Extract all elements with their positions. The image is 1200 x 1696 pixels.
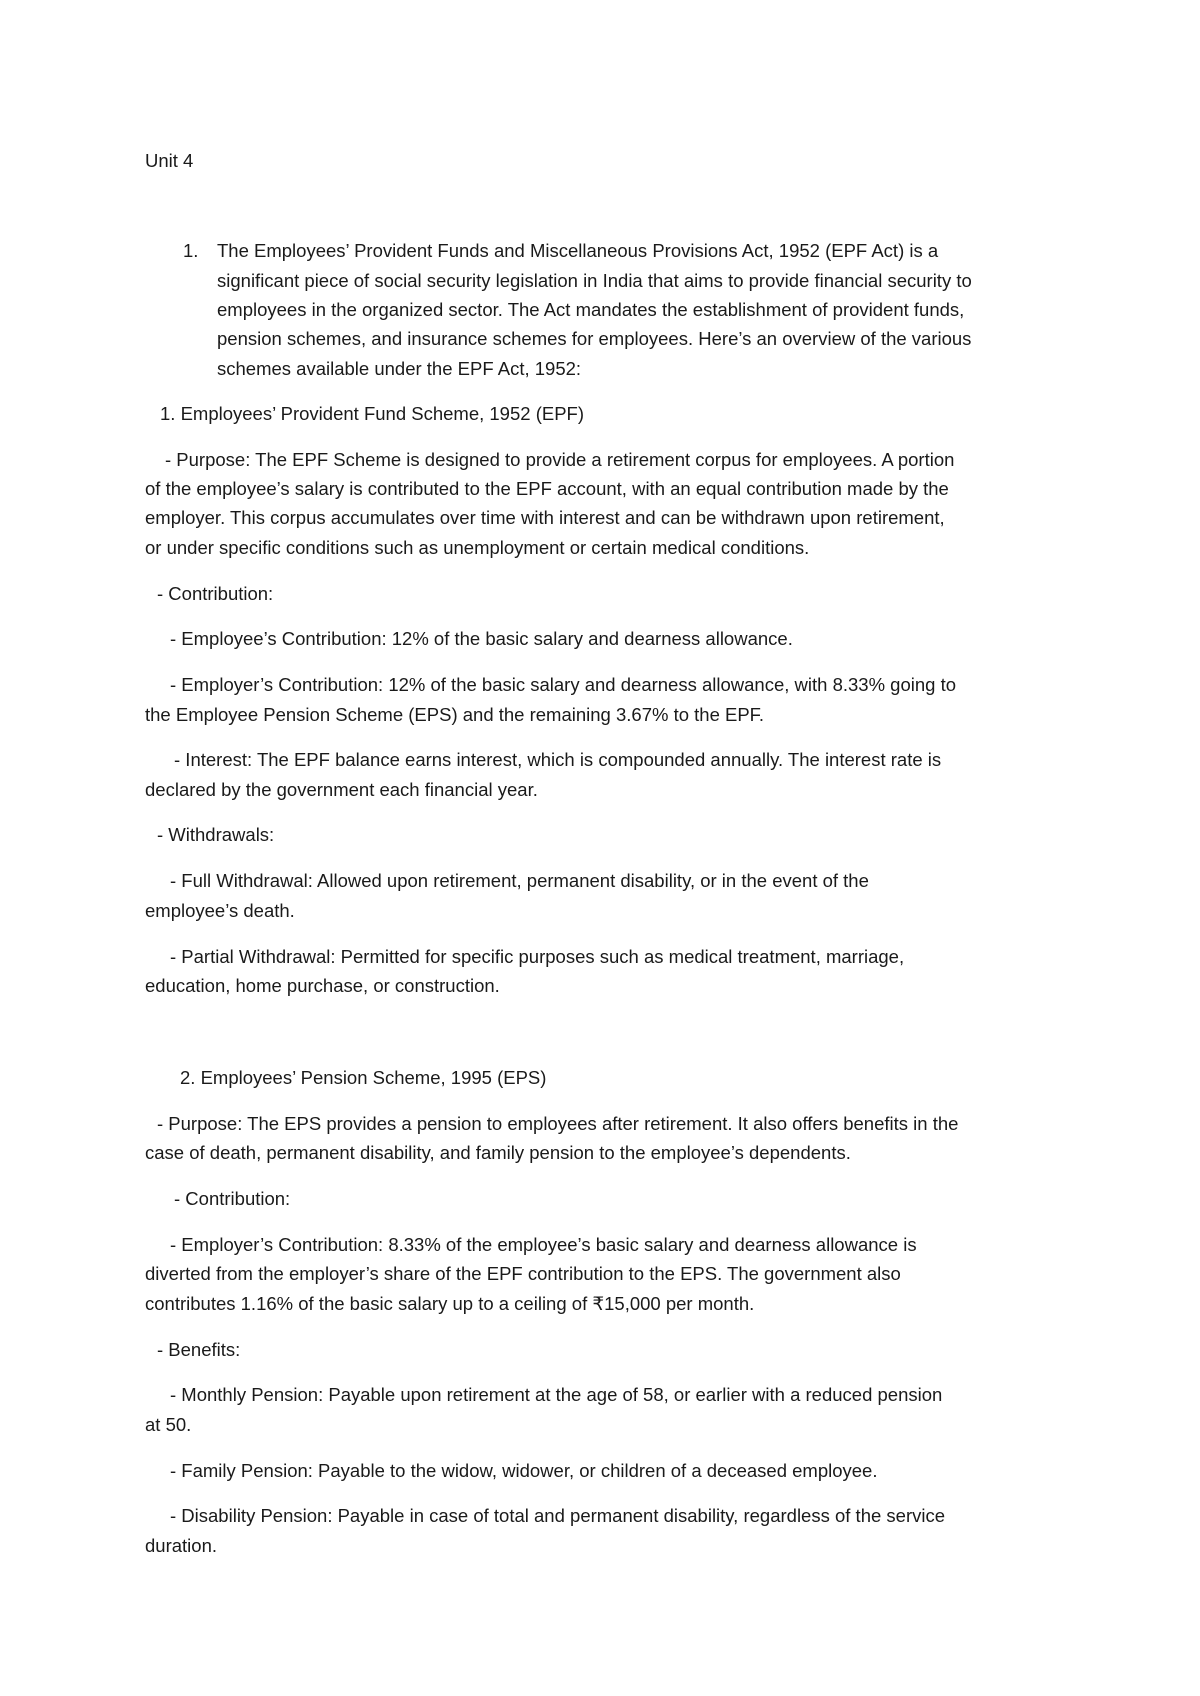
intro-line: significant piece of social security legislation in India that aims to provide financial security to [217,270,972,291]
epf-withdrawals-label: - Withdrawals: [157,824,275,845]
eps-employer-contribution-line: diverted from the employer’s share of the EPF contribution to the EPS. The government also [145,1263,901,1284]
eps-contribution-label: - Contribution: [174,1188,291,1209]
epf-interest-line: - Interest: The EPF balance earns interest, which is compounded annually. The interest rate is [174,749,942,770]
epf-employer-contribution-line: - Employer’s Contribution: 12% of the basic salary and dearness allowance, with 8.33% going to [170,674,957,695]
eps-employer-contribution-line: - Employer’s Contribution: 8.33% of the employee’s basic salary and dearness allowance is [170,1234,917,1255]
epf-purpose-line: employer. This corpus accumulates over time with interest and can be withdrawn upon retirement, [145,507,945,528]
epf-purpose-line: of the employee’s salary is contributed to the EPF account, with an equal contribution made by the [145,478,949,499]
epf-heading: 1. Employees’ Provident Fund Scheme, 1952 (EPF) [160,403,584,424]
intro-line: employees in the organized sector. The Act mandates the establishment of provident funds, [217,299,965,320]
unit-heading: Unit 4 [145,150,194,171]
epf-interest-line: declared by the government each financial year. [145,779,538,800]
eps-heading: 2. Employees’ Pension Scheme, 1995 (EPS) [180,1067,547,1088]
eps-family-pension: - Family Pension: Payable to the widow, widower, or children of a deceased employee. [170,1460,878,1481]
intro-line: The Employees’ Provident Funds and Miscellaneous Provisions Act, 1952 (EPF Act) is a [217,240,939,261]
epf-employee-contribution: - Employee’s Contribution: 12% of the basic salary and dearness allowance. [170,628,793,649]
eps-purpose-line: - Purpose: The EPS provides a pension to employees after retirement. It also offers benefits in the [157,1113,959,1134]
epf-employer-contribution-line: the Employee Pension Scheme (EPS) and the remaining 3.67% to the EPF. [145,704,765,725]
epf-contribution-label: - Contribution: [157,583,274,604]
epf-purpose-line: or under specific conditions such as unemployment or certain medical conditions. [145,537,810,558]
eps-monthly-pension-line: at 50. [145,1414,192,1435]
intro-line: pension schemes, and insurance schemes for employees. Here’s an overview of the various [217,328,972,349]
intro-line: schemes available under the EPF Act, 1952: [217,358,582,379]
eps-employer-contribution-line: contributes 1.16% of the basic salary up to a ceiling of ₹15,000 per month. [145,1293,755,1314]
eps-disability-pension-line: duration. [145,1535,217,1556]
epf-partial-withdrawal-line: education, home purchase, or construction. [145,975,500,996]
epf-full-withdrawal-line: - Full Withdrawal: Allowed upon retirement, permanent disability, or in the event of the [170,870,869,891]
eps-benefits-label: - Benefits: [157,1339,241,1360]
epf-partial-withdrawal-line: - Partial Withdrawal: Permitted for specific purposes such as medical treatment, marriage, [170,946,905,967]
eps-monthly-pension-line: - Monthly Pension: Payable upon retirement at the age of 58, or earlier with a reduced pension [170,1384,943,1405]
epf-purpose-line: - Purpose: The EPF Scheme is designed to provide a retirement corpus for employees. A portion [165,449,955,470]
intro-list-number: 1. [183,240,199,261]
eps-disability-pension-line: - Disability Pension: Payable in case of total and permanent disability, regardless of the service [170,1505,946,1526]
epf-full-withdrawal-line: employee’s death. [145,900,295,921]
eps-purpose-line: case of death, permanent disability, and family pension to the employee’s dependents. [145,1142,851,1163]
